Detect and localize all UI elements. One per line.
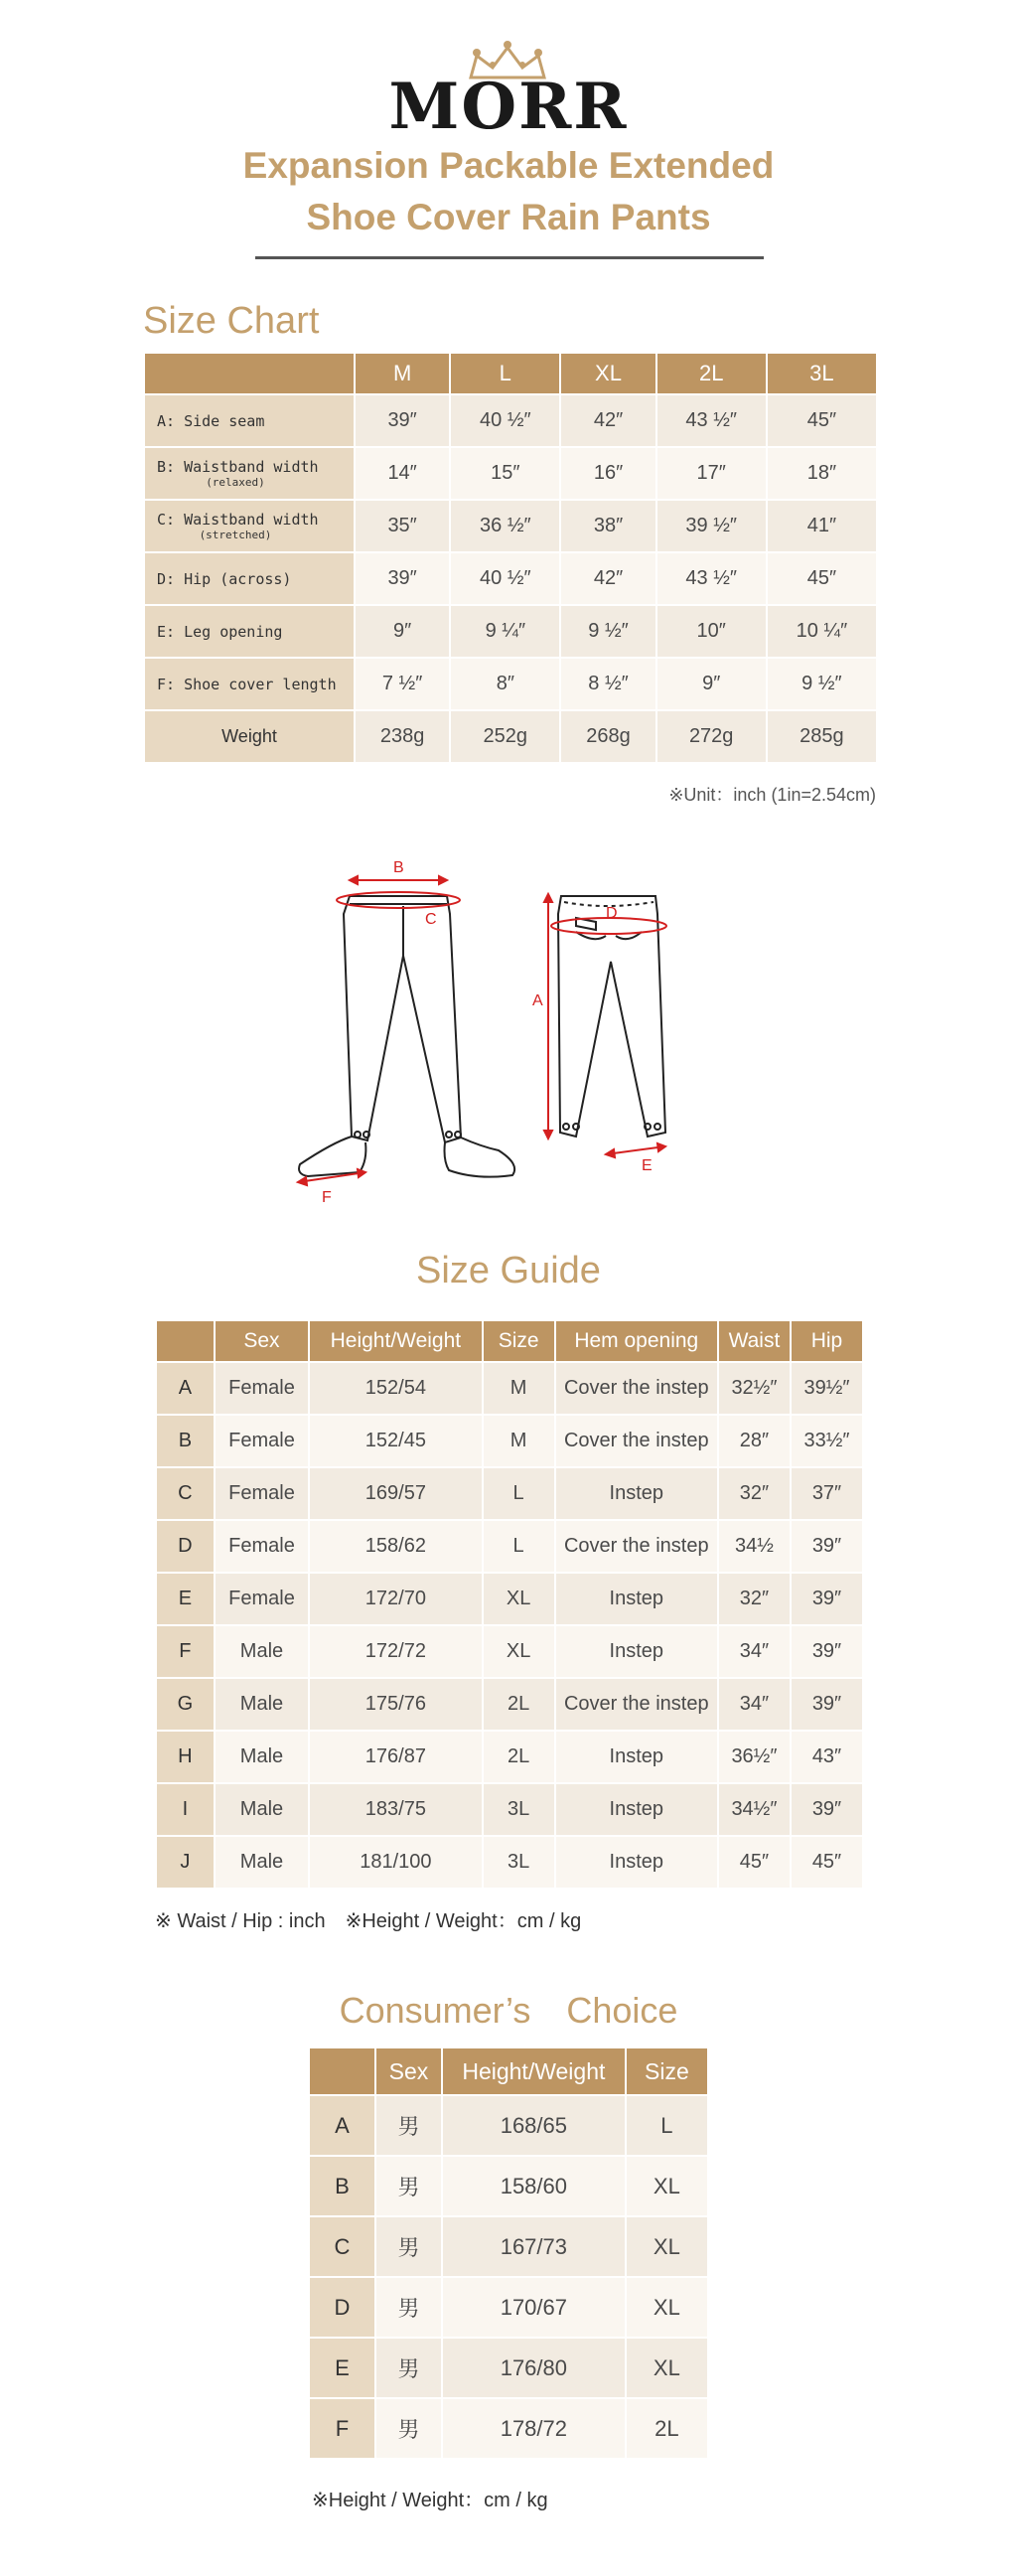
row-label: E: Leg opening: [145, 606, 354, 657]
table-cell: 9 ½″: [768, 659, 876, 709]
table-cell: Male: [216, 1679, 308, 1730]
table-cell: 152/54: [310, 1363, 481, 1414]
table-cell: 33½″: [792, 1416, 862, 1466]
table-cell: XL: [627, 2278, 707, 2337]
row-label: A: Side seam: [145, 395, 354, 446]
size-chart-corner: [145, 354, 354, 393]
consumer-choice-header-row: [310, 2048, 707, 2094]
table-cell: 152/45: [310, 1416, 481, 1466]
table-cell: 9 ¼″: [451, 606, 559, 657]
table-cell: 7 ½″: [356, 659, 449, 709]
column-header: Hem opening: [556, 1321, 717, 1361]
table-cell: 35″: [356, 501, 449, 551]
table-cell: Instep: [556, 1626, 717, 1677]
table-row: [157, 1679, 862, 1730]
table-cell: Cover the instep: [556, 1521, 717, 1572]
row-id-cell: F: [310, 2399, 374, 2458]
table-cell: 15″: [451, 448, 559, 499]
table-cell: Female: [216, 1416, 308, 1466]
table-cell: 39″: [792, 1626, 862, 1677]
table-cell: 43″: [792, 1732, 862, 1782]
title-divider: [255, 256, 764, 259]
table-cell: L: [627, 2096, 707, 2155]
table-cell: 272g: [657, 711, 766, 762]
table-cell: Female: [216, 1363, 308, 1414]
size-col-header: 2L: [657, 354, 766, 393]
table-corner-header: [310, 2048, 374, 2094]
size-chart-row: [145, 606, 876, 657]
table-cell: Instep: [556, 1837, 717, 1888]
measure-label-e: E: [642, 1157, 653, 1174]
table-cell: 178/72: [443, 2399, 625, 2458]
table-row: [157, 1416, 862, 1466]
table-cell: 36 ½″: [451, 501, 559, 551]
table-cell: 45″: [719, 1837, 790, 1888]
size-chart-row: [145, 711, 876, 762]
table-cell: 41″: [768, 501, 876, 551]
size-chart-title: Size Chart: [143, 300, 320, 342]
table-cell: 男: [376, 2157, 441, 2215]
row-label: D: Hip (across): [145, 553, 354, 604]
table-cell: 16″: [561, 448, 654, 499]
column-header: Sex: [376, 2048, 441, 2094]
size-chart-row: [145, 501, 876, 551]
table-cell: 170/67: [443, 2278, 625, 2337]
table-row: [157, 1732, 862, 1782]
column-header: Height/Weight: [310, 1321, 481, 1361]
size-guide-table: [155, 1319, 864, 1890]
size-col-header: 3L: [768, 354, 876, 393]
table-cell: M: [484, 1416, 554, 1466]
table-cell: 43 ½″: [657, 553, 766, 604]
consumer-choice-note: ※Height / Weight：cm / kg: [312, 2490, 548, 2511]
table-row: [157, 1468, 862, 1519]
table-cell: 39″: [356, 395, 449, 446]
measurement-diagram: [278, 844, 755, 1212]
table-cell: 37″: [792, 1468, 862, 1519]
row-id-cell: A: [310, 2096, 374, 2155]
table-cell: 32½″: [719, 1363, 790, 1414]
table-cell: Male: [216, 1732, 308, 1782]
table-cell: 39½″: [792, 1363, 862, 1414]
table-cell: 40 ½″: [451, 395, 559, 446]
table-cell: Instep: [556, 1784, 717, 1835]
table-cell: XL: [484, 1574, 554, 1624]
table-cell: 158/60: [443, 2157, 625, 2215]
row-id-cell: D: [157, 1521, 214, 1572]
size-col-header: XL: [561, 354, 654, 393]
row-id-cell: I: [157, 1784, 214, 1835]
table-cell: Instep: [556, 1468, 717, 1519]
row-id-cell: F: [157, 1626, 214, 1677]
table-cell: Male: [216, 1626, 308, 1677]
size-guide-title: Size Guide: [416, 1250, 601, 1291]
table-cell: 172/72: [310, 1626, 481, 1677]
row-id-cell: B: [157, 1416, 214, 1466]
row-label-text: C: Waistband width: [157, 511, 319, 529]
table-cell: 10 ¼″: [768, 606, 876, 657]
table-row: [310, 2157, 707, 2215]
row-id-cell: D: [310, 2278, 374, 2337]
table-row: [310, 2339, 707, 2397]
table-cell: 42″: [561, 553, 654, 604]
measure-label-d: D: [606, 905, 618, 922]
table-cell: 39″: [356, 553, 449, 604]
table-row: [310, 2096, 707, 2155]
table-cell: 32″: [719, 1574, 790, 1624]
table-cell: 男: [376, 2339, 441, 2397]
table-cell: 10″: [657, 606, 766, 657]
size-chart-row: [145, 448, 876, 499]
row-label: F: Shoe cover length: [145, 659, 354, 709]
table-cell: 28″: [719, 1416, 790, 1466]
table-cell: 34″: [719, 1626, 790, 1677]
table-cell: 285g: [768, 711, 876, 762]
table-cell: XL: [484, 1626, 554, 1677]
table-cell: 2L: [484, 1732, 554, 1782]
row-id-cell: E: [157, 1574, 214, 1624]
table-cell: Cover the instep: [556, 1679, 717, 1730]
row-label: [145, 501, 354, 551]
table-cell: 34½″: [719, 1784, 790, 1835]
table-cell: XL: [627, 2339, 707, 2397]
table-row: [157, 1363, 862, 1414]
table-cell: 40 ½″: [451, 553, 559, 604]
table-cell: 268g: [561, 711, 654, 762]
table-row: [157, 1574, 862, 1624]
table-cell: 43 ½″: [657, 395, 766, 446]
table-cell: 38″: [561, 501, 654, 551]
measure-label-b: B: [393, 859, 404, 876]
table-cell: 14″: [356, 448, 449, 499]
table-row: [310, 2217, 707, 2276]
column-header: Waist: [719, 1321, 790, 1361]
size-col-header: M: [356, 354, 449, 393]
table-cell: M: [484, 1363, 554, 1414]
table-cell: 17″: [657, 448, 766, 499]
column-header: Sex: [216, 1321, 308, 1361]
table-cell: 238g: [356, 711, 449, 762]
measure-label-c: C: [425, 911, 437, 928]
table-cell: 45″: [768, 553, 876, 604]
table-cell: 9″: [657, 659, 766, 709]
product-title-line1: Expansion Packable Extended: [242, 145, 775, 186]
table-cell: L: [484, 1521, 554, 1572]
column-header: Size: [627, 2048, 707, 2094]
row-label-sub: (relaxed): [206, 476, 265, 489]
table-cell: 男: [376, 2399, 441, 2458]
size-chart-table: [143, 352, 878, 764]
table-cell: 39″: [792, 1574, 862, 1624]
brand-logo: MORR: [388, 70, 629, 144]
table-cell: 男: [376, 2217, 441, 2276]
table-cell: 252g: [451, 711, 559, 762]
table-cell: 176/87: [310, 1732, 481, 1782]
table-cell: 181/100: [310, 1837, 481, 1888]
table-cell: 42″: [561, 395, 654, 446]
row-id-cell: B: [310, 2157, 374, 2215]
row-id-cell: A: [157, 1363, 214, 1414]
table-cell: 39″: [792, 1679, 862, 1730]
row-id-cell: E: [310, 2339, 374, 2397]
table-cell: 9″: [356, 606, 449, 657]
table-cell: L: [484, 1468, 554, 1519]
measure-label-a: A: [532, 992, 543, 1009]
size-guide-header-row: [157, 1321, 862, 1361]
row-label: [145, 448, 354, 499]
table-row: [157, 1784, 862, 1835]
row-id-cell: C: [310, 2217, 374, 2276]
table-row: [310, 2399, 707, 2458]
table-cell: Female: [216, 1521, 308, 1572]
table-cell: Cover the instep: [556, 1416, 717, 1466]
front-pants-illustration: [299, 896, 514, 1177]
row-id-cell: H: [157, 1732, 214, 1782]
table-cell: Cover the instep: [556, 1363, 717, 1414]
table-cell: 9 ½″: [561, 606, 654, 657]
table-cell: Instep: [556, 1574, 717, 1624]
table-cell: 32″: [719, 1468, 790, 1519]
table-row: [157, 1626, 862, 1677]
table-cell: 167/73: [443, 2217, 625, 2276]
size-guide-note: ※ Waist / Hip : inch ※Height / Weight：cm / kg: [155, 1910, 582, 1932]
table-cell: 176/80: [443, 2339, 625, 2397]
table-cell: 168/65: [443, 2096, 625, 2155]
row-label: Weight: [145, 711, 354, 762]
table-cell: 18″: [768, 448, 876, 499]
table-row: [157, 1521, 862, 1572]
measurement-markers: [298, 876, 666, 1185]
table-row: [157, 1837, 862, 1888]
table-cell: Female: [216, 1468, 308, 1519]
table-cell: 2L: [484, 1679, 554, 1730]
column-header: Size: [484, 1321, 554, 1361]
table-cell: 36½″: [719, 1732, 790, 1782]
table-cell: 男: [376, 2096, 441, 2155]
table-cell: Instep: [556, 1732, 717, 1782]
table-cell: Female: [216, 1574, 308, 1624]
table-cell: 158/62: [310, 1521, 481, 1572]
size-chart-header-row: [145, 354, 876, 393]
table-cell: 2L: [627, 2399, 707, 2458]
row-id-cell: J: [157, 1837, 214, 1888]
table-cell: 169/57: [310, 1468, 481, 1519]
consumer-choice-table: [308, 2046, 709, 2460]
measure-label-f: F: [322, 1189, 332, 1206]
table-cell: 183/75: [310, 1784, 481, 1835]
table-cell: 172/70: [310, 1574, 481, 1624]
table-cell: 3L: [484, 1784, 554, 1835]
table-cell: XL: [627, 2217, 707, 2276]
table-cell: 34″: [719, 1679, 790, 1730]
row-label-text: B: Waistband width: [157, 458, 319, 476]
size-chart-row: [145, 553, 876, 604]
table-cell: XL: [627, 2157, 707, 2215]
row-label-sub: (stretched): [199, 529, 272, 541]
table-cell: 34½: [719, 1521, 790, 1572]
table-cell: 男: [376, 2278, 441, 2337]
table-cell: 8″: [451, 659, 559, 709]
product-title-line2: Shoe Cover Rain Pants: [306, 197, 711, 237]
consumer-choice-title: Consumer’s Choice: [339, 1990, 678, 2031]
size-chart-unit-note: ※Unit：inch (1in=2.54cm): [668, 785, 876, 805]
row-id-cell: C: [157, 1468, 214, 1519]
column-header: Height/Weight: [443, 2048, 625, 2094]
table-corner-header: [157, 1321, 214, 1361]
table-cell: 3L: [484, 1837, 554, 1888]
table-row: [310, 2278, 707, 2337]
column-header: Hip: [792, 1321, 862, 1361]
table-cell: 175/76: [310, 1679, 481, 1730]
table-cell: 45″: [768, 395, 876, 446]
table-cell: Male: [216, 1837, 308, 1888]
table-cell: 39 ½″: [657, 501, 766, 551]
row-id-cell: G: [157, 1679, 214, 1730]
table-cell: 39″: [792, 1521, 862, 1572]
size-chart-row: [145, 659, 876, 709]
table-cell: 45″: [792, 1837, 862, 1888]
size-chart-row: [145, 395, 876, 446]
size-col-header: L: [451, 354, 559, 393]
table-cell: 39″: [792, 1784, 862, 1835]
table-cell: Male: [216, 1784, 308, 1835]
table-cell: 8 ½″: [561, 659, 654, 709]
